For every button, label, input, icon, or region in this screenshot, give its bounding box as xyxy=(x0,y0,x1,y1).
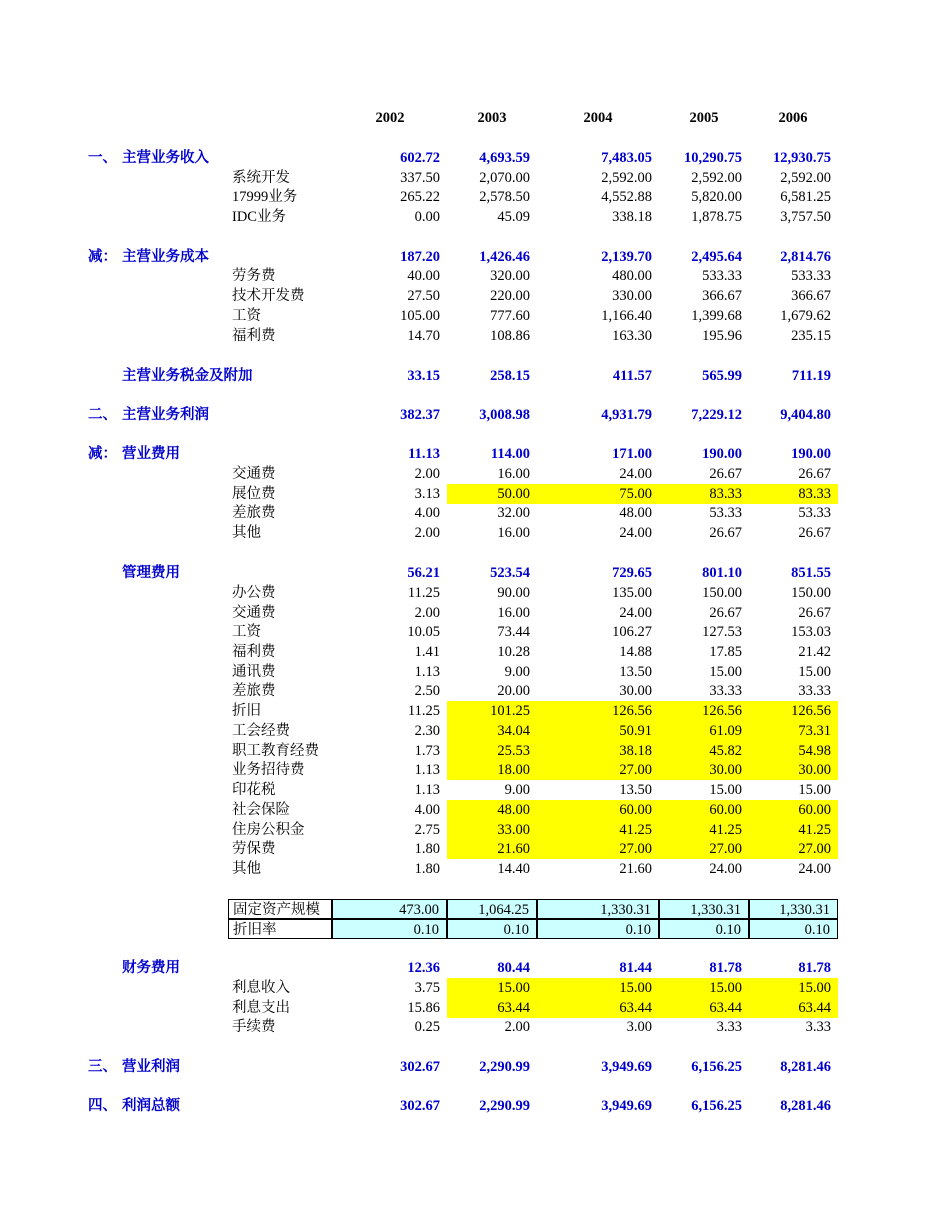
admin-item-row xyxy=(0,780,950,800)
value-cell: 26.67 xyxy=(709,466,742,482)
item-label: 17999业务 xyxy=(232,189,298,205)
total-cell: 801.10 xyxy=(702,565,742,581)
highlighted-value-cell: 15.00 xyxy=(749,978,838,998)
admin-item-row xyxy=(0,701,950,721)
total-cell: 11.13 xyxy=(408,446,440,462)
value-cell: 14.40 xyxy=(497,861,530,877)
section-prefix: 减： xyxy=(88,249,117,265)
highlighted-value-cell: 60.00 xyxy=(749,800,838,820)
selling-item-row xyxy=(0,464,950,484)
value-cell: 153.03 xyxy=(791,624,831,640)
value-cell: 6,581.25 xyxy=(780,189,831,205)
highlighted-value-cell: 63.44 xyxy=(447,998,537,1018)
highlighted-value-cell: 126.56 xyxy=(659,701,749,721)
finance-item-row xyxy=(0,998,950,1018)
value-cell: 9.00 xyxy=(504,664,530,680)
value-cell: 3.13 xyxy=(414,486,440,502)
highlighted-value-cell: 34.04 xyxy=(447,721,537,741)
total-cell: 565.99 xyxy=(702,368,742,384)
total-cell: 171.00 xyxy=(612,446,652,462)
total-cell: 9,404.80 xyxy=(780,407,831,423)
total-cell: 6,156.25 xyxy=(691,1098,742,1114)
assets-box-cell: 0.10 xyxy=(447,919,537,939)
finance-item-row xyxy=(0,1017,950,1037)
value-cell: 2,592.00 xyxy=(601,170,652,186)
value-cell: 24.00 xyxy=(709,861,742,877)
total-cell: 8,281.46 xyxy=(780,1059,831,1075)
year-header-row xyxy=(0,108,950,128)
item-label: 职工教育经费 xyxy=(232,743,319,759)
revenue-item-row xyxy=(0,168,950,188)
highlighted-value-cell: 38.18 xyxy=(537,741,659,761)
value-cell: 1.73 xyxy=(414,743,440,759)
selling-item-row xyxy=(0,503,950,523)
item-label: 利息收入 xyxy=(232,980,290,996)
value-cell: 1.80 xyxy=(414,861,440,877)
admin-total-row xyxy=(0,563,950,583)
value-cell: 24.00 xyxy=(619,525,652,541)
value-cell: 3.00 xyxy=(626,1019,652,1035)
assets-box-cell: 0.10 xyxy=(537,919,659,939)
value-cell: 16.00 xyxy=(497,605,530,621)
value-cell: 20.00 xyxy=(497,683,530,699)
value-cell: 1.13 xyxy=(414,782,440,798)
highlighted-value-cell: 25.53 xyxy=(447,741,537,761)
item-label: 工资 xyxy=(232,308,261,324)
value-cell: 26.67 xyxy=(798,605,831,621)
highlighted-value-cell: 63.44 xyxy=(537,998,659,1018)
item-label: 技术开发费 xyxy=(232,288,305,304)
admin-item-row xyxy=(0,681,950,701)
cost-item-row xyxy=(0,306,950,326)
item-label: 业务招待费 xyxy=(232,762,305,778)
highlighted-value-cell: 101.25 xyxy=(447,701,537,721)
item-label: 交通费 xyxy=(232,605,276,621)
value-cell: 40.00 xyxy=(407,268,440,284)
total-cell: 81.78 xyxy=(709,960,742,976)
highlighted-value-cell: 41.25 xyxy=(659,820,749,840)
cost-item-row xyxy=(0,286,950,306)
value-cell: 1.41 xyxy=(414,644,440,660)
highlighted-value-cell: 15.00 xyxy=(659,978,749,998)
value-cell: 13.50 xyxy=(619,664,652,680)
value-cell: 16.00 xyxy=(497,525,530,541)
item-label: 福利费 xyxy=(232,328,276,344)
value-cell: 26.67 xyxy=(798,525,831,541)
value-cell: 2.30 xyxy=(414,723,440,739)
section-label: 主营业务利润 xyxy=(122,407,209,423)
total-profit-row xyxy=(0,1096,950,1116)
finance-total-row xyxy=(0,958,950,978)
total-cell: 6,156.25 xyxy=(691,1059,742,1075)
value-cell: 4.00 xyxy=(414,505,440,521)
operating-profit-row xyxy=(0,1057,950,1077)
highlighted-value-cell: 83.33 xyxy=(749,484,838,504)
total-cell: 190.00 xyxy=(791,446,831,462)
highlighted-value-cell: 15.00 xyxy=(447,978,537,998)
total-cell: 302.67 xyxy=(400,1059,440,1075)
item-label: 差旅费 xyxy=(232,683,276,699)
value-cell: 2.00 xyxy=(414,605,440,621)
total-cell: 258.15 xyxy=(490,368,530,384)
year-header-cell: 2003 xyxy=(477,110,507,126)
highlighted-value-cell: 61.09 xyxy=(659,721,749,741)
total-cell: 1,426.46 xyxy=(479,249,530,265)
value-cell: 1.80 xyxy=(414,841,440,857)
value-cell: 2,070.00 xyxy=(479,170,530,186)
value-cell: 1,399.68 xyxy=(691,308,742,324)
value-cell: 15.00 xyxy=(709,782,742,798)
value-cell: 195.96 xyxy=(702,328,742,344)
value-cell: 1.13 xyxy=(414,762,440,778)
admin-item-row xyxy=(0,642,950,662)
value-cell: 10.05 xyxy=(407,624,440,640)
total-cell: 190.00 xyxy=(702,446,742,462)
highlighted-value-cell: 21.60 xyxy=(447,839,537,859)
value-cell: 330.00 xyxy=(612,288,652,304)
value-cell: 2.00 xyxy=(414,466,440,482)
item-label: 劳务费 xyxy=(232,268,276,284)
selling-item-row xyxy=(0,484,950,504)
selling-item-row xyxy=(0,523,950,543)
total-cell: 12,930.75 xyxy=(773,150,831,166)
total-cell: 80.44 xyxy=(497,960,530,976)
highlighted-value-cell: 27.00 xyxy=(749,839,838,859)
admin-item-row xyxy=(0,839,950,859)
assets-box-cell: 0.10 xyxy=(332,919,447,939)
item-label: 劳保费 xyxy=(232,841,276,857)
value-cell: 1,679.62 xyxy=(780,308,831,324)
value-cell: 24.00 xyxy=(619,466,652,482)
section-prefix: 四、 xyxy=(88,1098,117,1114)
item-label: 福利费 xyxy=(232,644,276,660)
cost-item-row xyxy=(0,266,950,286)
value-cell: 3,757.50 xyxy=(780,209,831,225)
total-cell: 2,139.70 xyxy=(601,249,652,265)
section-label: 营业费用 xyxy=(122,446,180,462)
value-cell: 106.27 xyxy=(612,624,652,640)
highlighted-value-cell: 126.56 xyxy=(749,701,838,721)
value-cell: 127.53 xyxy=(702,624,742,640)
highlighted-value-cell: 63.44 xyxy=(659,998,749,1018)
revenue-item-row xyxy=(0,207,950,227)
value-cell: 10.28 xyxy=(497,644,530,660)
item-label: 其他 xyxy=(232,525,261,541)
value-cell: 337.50 xyxy=(400,170,440,186)
value-cell: 135.00 xyxy=(612,585,652,601)
total-cell: 411.57 xyxy=(612,368,652,384)
value-cell: 24.00 xyxy=(619,605,652,621)
item-label: 差旅费 xyxy=(232,505,276,521)
highlighted-value-cell: 63.44 xyxy=(749,998,838,1018)
assets-box-cell: 0.10 xyxy=(659,919,749,939)
highlighted-value-cell: 15.00 xyxy=(537,978,659,998)
section-label: 主营业务税金及附加 xyxy=(122,368,253,384)
section-prefix: 三、 xyxy=(88,1059,117,1075)
total-cell: 33.15 xyxy=(407,368,440,384)
item-label: 利息支出 xyxy=(232,1000,290,1016)
value-cell: 1.13 xyxy=(414,664,440,680)
assets-box-cell: 1,330.31 xyxy=(537,899,659,919)
assets-box-cell: 473.00 xyxy=(332,899,447,919)
highlighted-value-cell: 83.33 xyxy=(659,484,749,504)
value-cell: 108.86 xyxy=(490,328,530,344)
total-cell: 8,281.46 xyxy=(780,1098,831,1114)
section-prefix: 一、 xyxy=(88,150,117,166)
section-label: 利润总额 xyxy=(122,1098,180,1114)
section-prefix: 减： xyxy=(88,446,117,462)
total-cell: 729.65 xyxy=(612,565,652,581)
value-cell: 27.50 xyxy=(407,288,440,304)
admin-item-row xyxy=(0,662,950,682)
item-label: 展位费 xyxy=(232,486,276,502)
value-cell: 2.00 xyxy=(504,1019,530,1035)
year-header-cell: 2005 xyxy=(689,110,719,126)
value-cell: 21.60 xyxy=(619,861,652,877)
total-cell: 523.54 xyxy=(490,565,530,581)
total-cell: 2,814.76 xyxy=(780,249,831,265)
highlighted-value-cell: 54.98 xyxy=(749,741,838,761)
value-cell: 15.00 xyxy=(798,782,831,798)
value-cell: 53.33 xyxy=(798,505,831,521)
value-cell: 15.86 xyxy=(407,1000,440,1016)
value-cell: 4.00 xyxy=(414,802,440,818)
highlighted-value-cell: 27.00 xyxy=(537,760,659,780)
value-cell: 33.33 xyxy=(709,683,742,699)
admin-item-row xyxy=(0,583,950,603)
admin-item-row xyxy=(0,721,950,741)
value-cell: 48.00 xyxy=(619,505,652,521)
value-cell: 163.30 xyxy=(612,328,652,344)
value-cell: 21.42 xyxy=(798,644,831,660)
section-label: 主营业务收入 xyxy=(122,150,209,166)
item-label: 社会保险 xyxy=(232,802,290,818)
value-cell: 24.00 xyxy=(798,861,831,877)
highlighted-value-cell: 45.82 xyxy=(659,741,749,761)
total-cell: 602.72 xyxy=(400,150,440,166)
value-cell: 11.25 xyxy=(407,703,440,719)
assets-box-cell: 1,330.31 xyxy=(749,899,838,919)
item-label: 手续费 xyxy=(232,1019,276,1035)
total-cell: 81.78 xyxy=(798,960,831,976)
admin-item-row xyxy=(0,603,950,623)
revenue-total-row xyxy=(0,148,950,168)
total-cell: 4,931.79 xyxy=(601,407,652,423)
total-cell: 81.44 xyxy=(619,960,652,976)
item-label: 系统开发 xyxy=(232,170,290,186)
value-cell: 11.25 xyxy=(407,585,440,601)
highlighted-value-cell: 41.25 xyxy=(537,820,659,840)
value-cell: 3.33 xyxy=(716,1019,742,1035)
highlighted-value-cell: 30.00 xyxy=(659,760,749,780)
highlighted-value-cell: 30.00 xyxy=(749,760,838,780)
depreciation-rate-row xyxy=(0,919,950,939)
year-header-cell: 2004 xyxy=(583,110,613,126)
highlighted-value-cell: 60.00 xyxy=(537,800,659,820)
value-cell: 4,552.88 xyxy=(601,189,652,205)
value-cell: 3.33 xyxy=(805,1019,831,1035)
assets-box-label: 折旧率 xyxy=(228,919,332,939)
cost-total-row xyxy=(0,247,950,267)
item-label: 办公费 xyxy=(232,585,276,601)
value-cell: 5,820.00 xyxy=(691,189,742,205)
value-cell: 2,592.00 xyxy=(780,170,831,186)
value-cell: 366.67 xyxy=(702,288,742,304)
item-label: 印花税 xyxy=(232,782,276,798)
value-cell: 53.33 xyxy=(709,505,742,521)
highlighted-value-cell: 75.00 xyxy=(537,484,659,504)
admin-item-row xyxy=(0,800,950,820)
item-label: 通讯费 xyxy=(232,664,276,680)
assets-box-cell: 1,064.25 xyxy=(447,899,537,919)
value-cell: 45.09 xyxy=(497,209,530,225)
value-cell: 30.00 xyxy=(619,683,652,699)
total-cell: 851.55 xyxy=(791,565,831,581)
total-cell: 3,949.69 xyxy=(601,1059,652,1075)
value-cell: 13.50 xyxy=(619,782,652,798)
revenue-item-row xyxy=(0,187,950,207)
total-cell: 10,290.75 xyxy=(684,150,742,166)
value-cell: 777.60 xyxy=(490,308,530,324)
value-cell: 0.00 xyxy=(414,209,440,225)
value-cell: 235.15 xyxy=(791,328,831,344)
value-cell: 15.00 xyxy=(798,664,831,680)
value-cell: 16.00 xyxy=(497,466,530,482)
item-label: 住房公积金 xyxy=(232,822,305,838)
section-label: 主营业务成本 xyxy=(122,249,209,265)
item-label: 交通费 xyxy=(232,466,276,482)
value-cell: 90.00 xyxy=(497,585,530,601)
value-cell: 26.67 xyxy=(709,525,742,541)
section-label: 管理费用 xyxy=(122,565,180,581)
total-cell: 3,949.69 xyxy=(601,1098,652,1114)
highlighted-value-cell: 50.91 xyxy=(537,721,659,741)
admin-item-row xyxy=(0,859,950,879)
value-cell: 265.22 xyxy=(400,189,440,205)
value-cell: 26.67 xyxy=(798,466,831,482)
value-cell: 73.44 xyxy=(497,624,530,640)
admin-item-row xyxy=(0,760,950,780)
cost-item-row xyxy=(0,326,950,346)
value-cell: 17.85 xyxy=(709,644,742,660)
value-cell: 150.00 xyxy=(702,585,742,601)
highlighted-value-cell: 41.25 xyxy=(749,820,838,840)
value-cell: 9.00 xyxy=(504,782,530,798)
highlighted-value-cell: 27.00 xyxy=(659,839,749,859)
total-cell: 2,495.64 xyxy=(691,249,742,265)
value-cell: 533.33 xyxy=(702,268,742,284)
value-cell: 2.00 xyxy=(414,525,440,541)
value-cell: 320.00 xyxy=(490,268,530,284)
value-cell: 2,578.50 xyxy=(479,189,530,205)
item-label: 其他 xyxy=(232,861,261,877)
value-cell: 33.33 xyxy=(798,683,831,699)
highlighted-value-cell: 73.31 xyxy=(749,721,838,741)
highlighted-value-cell: 33.00 xyxy=(447,820,537,840)
value-cell: 150.00 xyxy=(791,585,831,601)
value-cell: 0.25 xyxy=(414,1019,440,1035)
item-label: 工资 xyxy=(232,624,261,640)
total-cell: 114.00 xyxy=(490,446,530,462)
value-cell: 2.75 xyxy=(414,822,440,838)
value-cell: 2.50 xyxy=(414,683,440,699)
total-cell: 187.20 xyxy=(400,249,440,265)
total-cell: 2,290.99 xyxy=(479,1059,530,1075)
value-cell: 3.75 xyxy=(414,980,440,996)
value-cell: 14.70 xyxy=(407,328,440,344)
section-label: 财务费用 xyxy=(122,960,180,976)
total-cell: 3,008.98 xyxy=(479,407,530,423)
total-cell: 382.37 xyxy=(400,407,440,423)
admin-item-row xyxy=(0,820,950,840)
value-cell: 14.88 xyxy=(619,644,652,660)
highlighted-value-cell: 48.00 xyxy=(447,800,537,820)
value-cell: 1,878.75 xyxy=(691,209,742,225)
value-cell: 366.67 xyxy=(791,288,831,304)
value-cell: 220.00 xyxy=(490,288,530,304)
total-cell: 7,483.05 xyxy=(601,150,652,166)
item-label: 折旧 xyxy=(232,703,261,719)
assets-box-label: 固定资产规模 xyxy=(228,899,332,919)
highlighted-value-cell: 60.00 xyxy=(659,800,749,820)
value-cell: 105.00 xyxy=(400,308,440,324)
fixed-assets-row xyxy=(0,899,950,919)
section-label: 营业利润 xyxy=(122,1059,180,1075)
total-cell: 302.67 xyxy=(400,1098,440,1114)
highlighted-value-cell: 27.00 xyxy=(537,839,659,859)
assets-box-cell: 1,330.31 xyxy=(659,899,749,919)
gross-profit-row xyxy=(0,405,950,425)
value-cell: 533.33 xyxy=(791,268,831,284)
value-cell: 15.00 xyxy=(709,664,742,680)
value-cell: 1,166.40 xyxy=(601,308,652,324)
item-label: 工会经费 xyxy=(232,723,290,739)
finance-item-row xyxy=(0,978,950,998)
selling-total-row xyxy=(0,444,950,464)
total-cell: 12.36 xyxy=(407,960,440,976)
item-label: IDC业务 xyxy=(232,209,286,225)
admin-item-row xyxy=(0,741,950,761)
year-header-cell: 2006 xyxy=(778,110,808,126)
total-cell: 2,290.99 xyxy=(479,1098,530,1114)
value-cell: 32.00 xyxy=(497,505,530,521)
total-cell: 56.21 xyxy=(407,565,440,581)
year-header-cell: 2002 xyxy=(375,110,405,126)
value-cell: 26.67 xyxy=(709,605,742,621)
total-cell: 4,693.59 xyxy=(479,150,530,166)
total-cell: 7,229.12 xyxy=(691,407,742,423)
admin-item-row xyxy=(0,622,950,642)
value-cell: 480.00 xyxy=(612,268,652,284)
tax-total-row xyxy=(0,366,950,386)
section-prefix: 二、 xyxy=(88,407,117,423)
highlighted-value-cell: 50.00 xyxy=(447,484,537,504)
highlighted-value-cell: 126.56 xyxy=(537,701,659,721)
value-cell: 338.18 xyxy=(612,209,652,225)
highlighted-value-cell: 18.00 xyxy=(447,760,537,780)
total-cell: 711.19 xyxy=(791,368,831,384)
value-cell: 2,592.00 xyxy=(691,170,742,186)
assets-box-cell: 0.10 xyxy=(749,919,838,939)
